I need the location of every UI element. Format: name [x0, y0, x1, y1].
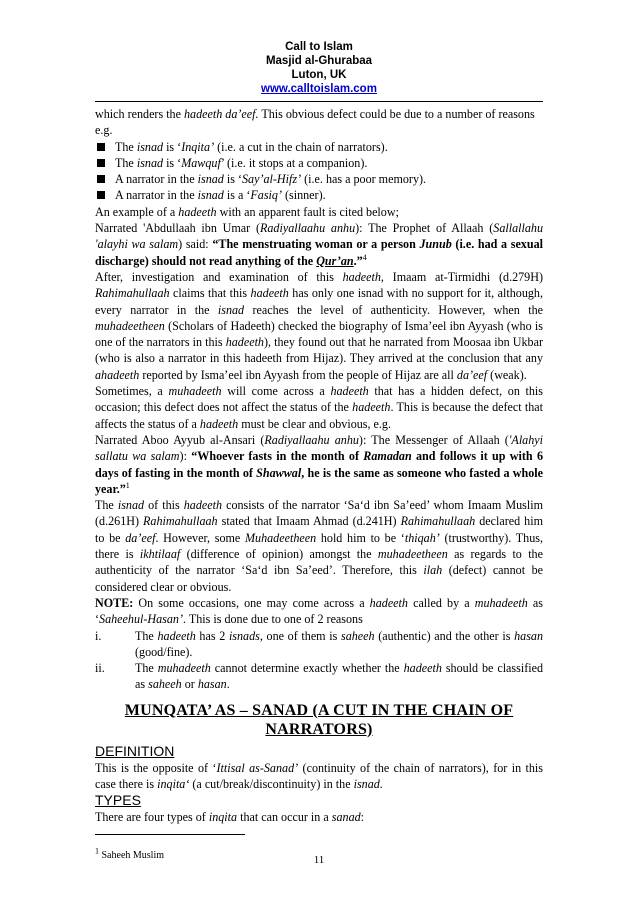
header-masjid: Masjid al-Ghurabaa	[265, 55, 373, 67]
body-text	[95, 106, 543, 862]
header-title: Call to Islam	[285, 41, 353, 53]
note-paragraph: NOTE: On some occasions, one may come across a hadeeth called by a muhadeeth as ‘Saheehul-Hasan’. This is done due to one of 2 reasons	[95, 595, 543, 627]
list-item: ii. The muhadeeth cannot determine exactly whether the hadeeth should be classified as saheeh or hasan.	[95, 661, 544, 692]
defect-list	[95, 139, 543, 204]
narration-2: Narrated Aboo Ayyub al-Ansari (Radiyallaahu anhu): The Messenger of Allaah ('Alahyi sallatu wa salam): “Whoever fasts in the month of Ramadan and follows it up with 6 days of fasting in the month of Shawwal, he is the same as someone who fasted a whole year.”$^1$	[95, 432, 544, 496]
definition-heading: DEFINITION	[95, 742, 175, 759]
footnote-rule	[95, 834, 245, 835]
header-location: Luton, UK	[291, 69, 347, 81]
list-item: i. The hadeeth has 2 isnads, one of them is saheeh (authentic) and the other is hasan (good/fine).	[95, 628, 543, 659]
types-paragraph: There are four types of inqita that can occur in a sanad:	[95, 810, 365, 825]
footnote-ref: 4	[362, 252, 367, 262]
intro-paragraph: which renders the hadeeth da’eef. This obvious defect could be due to a number of reasons e.g.	[95, 107, 535, 138]
list-item: The isnad is ‘Inqita’ (i.e. a cut in the chain of narrators).	[95, 139, 543, 155]
square-bullet-icon	[97, 191, 105, 199]
header-rule	[95, 101, 543, 102]
section-heading: MUNQATA’ AS – SANAD (A CUT IN THE CHAIN OF NARRATORS)	[124, 701, 514, 738]
footnote-ref: 1	[125, 480, 130, 490]
page-number: 11	[313, 854, 325, 866]
reasons-list	[95, 628, 543, 693]
narration-1: Narrated 'Abdullaah ibn Umar (Radiyallaahu anhu): The Prophet of Allaah (Sallallahu 'alayhi wa salam) said: “The menstruating woman or a person Junub (i.e. had a sexual discharge) should not read anything of the Qur’an.”$^4$	[95, 221, 544, 268]
footnote: $^1$ Saheeh Muslim	[95, 846, 164, 861]
definition-paragraph: This is the opposite of ‘Ittisal as-Sanad’ (continuity of the chain of narrators), for in this case there is inqita‘ (a cut/break/discontinuity) in the isnad.	[95, 760, 543, 791]
list-item: A narrator in the isnad is ‘Say’al-Hifz’ (i.e. has a poor memory).	[95, 171, 543, 187]
square-bullet-icon	[97, 159, 105, 167]
isnad-paragraph: The isnad of this hadeeth consists of the narrator ‘Sa‘d ibn Sa’eed’ whom Imaam Muslim (d.261H) Rahimahullaah stated that Imaam Ahmad (d.241H) Rahimahullaah declared him to be da’eef. However, some Muhadeetheen hold him to be ‘thiqah’ (trustworthy). Thus, there is ikhtilaaf (difference of opinion) amongst the muhadeetheen as regards to the authenticity of the narrator ‘Sa‘d ibn Sa’eed’. Therefore, this ilah (defect) cannot be considered clear or obvious.	[95, 498, 543, 594]
hidden-defect-paragraph: Sometimes, a muhadeeth will come across a hadeeth that has a hidden defect, on this occasion; this defect does not affect the status of the hadeeth. This is because the defect that affects the status of a hadeeth must be clear and obvious, e.g.	[95, 384, 544, 431]
page-header	[0, 40, 638, 96]
note-label: NOTE:	[95, 595, 134, 610]
types-heading: TYPES	[95, 792, 141, 809]
list-item: A narrator in the isnad is a ‘Fasiq’ (sinner).	[95, 187, 543, 203]
header-website-link[interactable]: www.calltoislam.com	[261, 83, 377, 95]
example-intro: An example of a hadeeth with an apparent fault is cited below;	[95, 204, 399, 219]
analysis-paragraph: After, investigation and examination of this hadeeth, Imaam at-Tirmidhi (d.279H) Rahimahullaah claims that this hadeeth has only one isnad with no support for it, although, every narrator in the isnad reaches the level of authenticity. However, when the muhadeetheen (Scholars of Hadeeth) checked the biography of Isma’eel ibn Ayyash (who is one of the narrators in this hadeeth), they found out that he narrated from Moosaa ibn Ukbar (who is also a narrator in this hadeeth from Hijaz). They arrived at the conclusion that any ahadeeth reported by Isma’eel ibn Ayyash from the people of Hijaz are all da’eef (weak).	[95, 269, 544, 382]
square-bullet-icon	[97, 143, 105, 151]
square-bullet-icon	[97, 175, 105, 183]
list-item: The isnad is ‘Mawquf’ (i.e. it stops at a companion).	[95, 155, 543, 171]
